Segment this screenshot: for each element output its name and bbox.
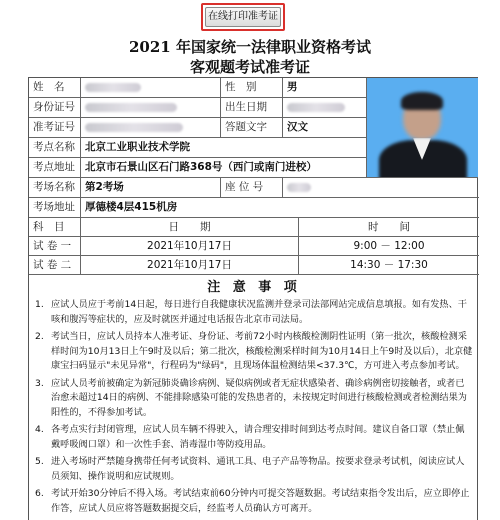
answer-language-label: 答题文字 — [221, 118, 283, 138]
exam-room-address-value: 厚德楼4层415机房 — [81, 198, 479, 218]
answer-language-value: 汉文 — [283, 118, 367, 138]
exam-room-value: 第2考场 — [81, 178, 221, 198]
exam-site-value: 北京工业职业技术学院 — [81, 138, 367, 158]
notice-list — [35, 298, 473, 519]
notice-item: 5. 进入考场时严禁随身携带任何考试资料、通讯工具、电子产品等物品。按要求登录考试机，阅读应试人员须知、操作说明和应试规则。 — [35, 456, 465, 482]
id-number-label: 身份证号 — [29, 98, 81, 118]
exam-site-address-label: 考点地址 — [29, 158, 81, 178]
schedule-row-2-subject: 试 卷 二 — [29, 256, 81, 275]
gender-label: 性 别 — [221, 78, 283, 98]
schedule-row-1-time: 9:00 － 12:00 — [299, 237, 479, 256]
notice-item: 4. 各考点实行封闭管理，应试人员车辆不得驶入，请合理安排时间到达考点时间。建议自备口罩（禁止佩戴呼吸阀口罩）和一次性手套、消毒湿巾等防疫用品。 — [35, 424, 465, 450]
schedule-row-1-subject: 试 卷 一 — [29, 237, 81, 256]
notice-item: 3. 应试人员考前被确定为新冠肺炎确诊病例、疑似病例或者无症状感染者、确诊病例密切接触者，或者已治愈未超过14日的病例、不能排除感染可能的发热患者的，未按规定时间进行核酸检测或者检测结果为阳性的，不得参加考试。 — [35, 377, 467, 418]
gender-value: 男 — [283, 78, 367, 98]
exam-site-address-value: 北京市石景山区石门路368号（西门或南门进校） — [81, 158, 367, 178]
schedule-row-2-time: 14:30 － 17:30 — [299, 256, 479, 275]
candidate-photo — [367, 78, 478, 178]
print-button-highlight — [201, 3, 285, 31]
notice-item: 6. 考试开始30分钟后不得入场。考试结束前60分钟内可提交答题数据。考试结束指令发出后，应立即停止作答，应试人员应将答题数据提交后，经监考人员确认方可离开。 — [35, 488, 470, 514]
schedule-time-header: 时 间 — [299, 218, 479, 237]
admission-ticket — [28, 77, 478, 520]
seat-number-label: 座 位 号 — [221, 178, 283, 198]
page-title: 2021 年国家统一法律职业资格考试 — [129, 38, 371, 56]
ticket-number-label: 准考证号 — [29, 118, 81, 138]
schedule-row-2-date: 2021年10月17日 — [81, 256, 299, 275]
birth-date-value — [283, 98, 367, 118]
exam-room-address-label: 考场地址 — [29, 198, 81, 218]
name-value — [81, 78, 221, 98]
schedule-row-1-date: 2021年10月17日 — [81, 237, 299, 256]
seat-number-value — [283, 178, 479, 198]
notice-item: 1. 应试人员应于考前14日起，每日进行自我健康状况监测并登录司法部网站完成信息填报。如有发热、干咳和腹泻等症状的，应及时就医并通过电话报告北京市司法局。 — [35, 299, 467, 325]
schedule-date-header: 日 期 — [81, 218, 299, 237]
schedule-subject-header: 科 目 — [29, 218, 81, 237]
page-subtitle: 客观题考试准考证 — [189, 58, 310, 76]
notice-item: 2. 考试当日，应试人员持本人准考证、身份证、考前72小时内核酸检测阴性证明（第一批次，核酸检测采样时间为10月13日上午9时及以后；第二批次，核酸检测采样时间为10月14日上午9时及以后），北京健康宝扫码显示"未见异常"，行程码为"绿码"，且现场体温检测结果<37.3℃，方可进入考点参加考试。 — [35, 331, 473, 371]
birth-date-label: 出生日期 — [221, 98, 283, 118]
name-label: 姓 名 — [29, 78, 81, 98]
ticket-number-value — [81, 118, 221, 138]
exam-room-label: 考场名称 — [29, 178, 81, 198]
exam-site-label: 考点名称 — [29, 138, 81, 158]
print-ticket-button[interactable]: 在线打印准考证 — [205, 7, 281, 27]
notice-title: 注 意 事 项 — [207, 280, 301, 295]
id-number-value — [81, 98, 221, 118]
